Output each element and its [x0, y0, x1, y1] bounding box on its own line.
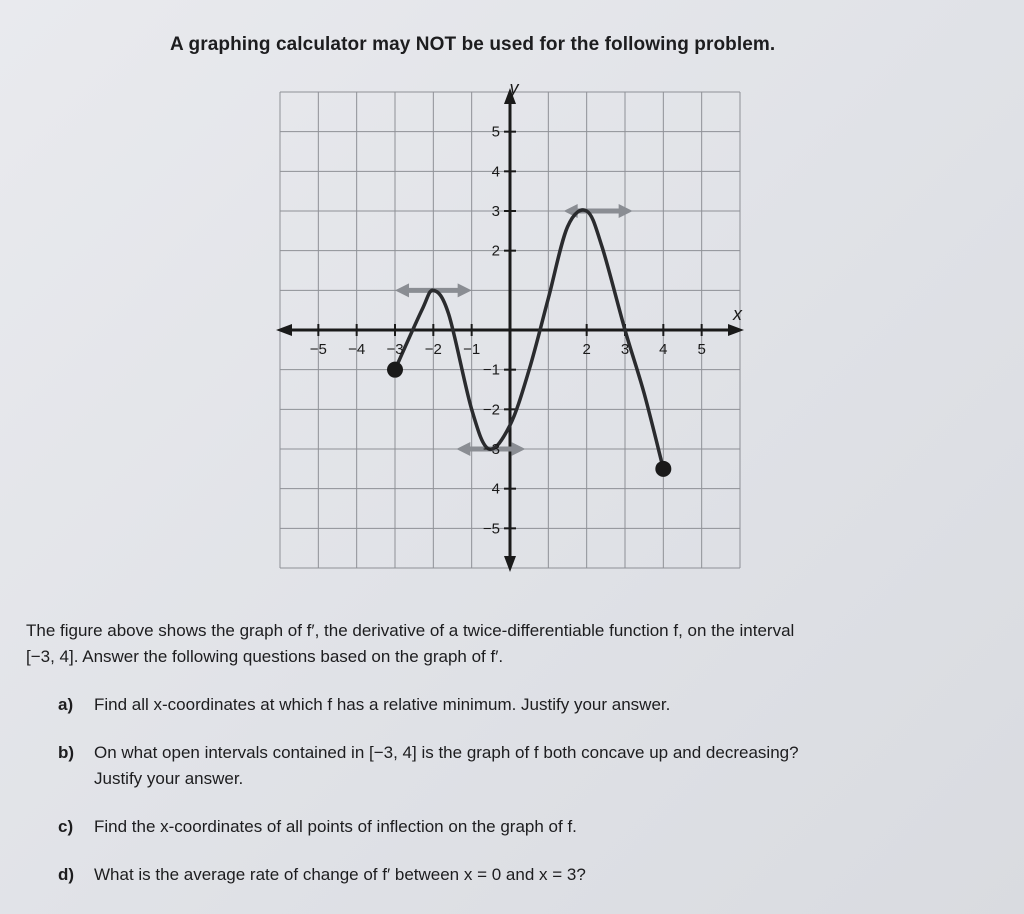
- y-axis-label: y: [509, 80, 519, 98]
- y-tick-label: −3: [482, 441, 500, 458]
- y-tick-label: −2: [482, 401, 500, 419]
- x-axis-label: x: [733, 304, 742, 324]
- tangent-arrow-right: [458, 283, 472, 297]
- question-b: [26, 740, 1006, 792]
- intro-line-2: [−3, 4]. Answer the following questions based on the graph of f′.: [26, 647, 504, 666]
- question-letter: b): [58, 743, 75, 762]
- problem-intro: [26, 618, 1006, 670]
- y-tick-label: 4: [491, 163, 500, 181]
- y-tick-label: 5: [491, 123, 500, 141]
- derivative-graph: [270, 80, 750, 580]
- x-axis-arrow-left: [276, 324, 292, 336]
- x-tick-label: −3: [386, 341, 404, 358]
- problem-text: [26, 618, 1006, 910]
- question-text: On what open intervals contained in [−3, 4] is the graph of f both concave up and decreasing?: [94, 743, 799, 762]
- x-tick-label: 4: [659, 341, 668, 358]
- endpoint-dot: [655, 461, 671, 477]
- question-c: [26, 814, 1006, 840]
- x-tick-label: 5: [697, 341, 706, 358]
- y-tick-label: −5: [482, 520, 500, 538]
- x-tick-label: −5: [309, 341, 327, 358]
- intro-line-1: The figure above shows the graph of f′, the derivative of a twice-differentiable function f, on the interval: [26, 621, 795, 640]
- x-axis-arrow-right: [728, 324, 744, 336]
- y-tick-label: 4: [491, 480, 500, 498]
- x-tick-label: −4: [348, 341, 366, 358]
- x-tick-label: 3: [620, 341, 630, 358]
- problem-heading: A graphing calculator may NOT be used for the following problem.: [170, 34, 776, 55]
- y-tick-label: 2: [491, 242, 500, 260]
- tick-labels: [310, 80, 743, 537]
- question-text: Find all x-coordinates at which f has a relative minimum. Justify your answer.: [94, 695, 671, 714]
- y-axis-arrow-down: [504, 556, 516, 572]
- endpoint-dot: [387, 362, 403, 378]
- question-text-cont: Justify your answer.: [94, 769, 244, 788]
- x-tick-label: 2: [582, 341, 591, 358]
- tangent-arrow-right: [619, 204, 633, 218]
- question-letter: c): [58, 817, 74, 836]
- question-text: What is the average rate of change of f′ between x = 0 and x = 3?: [94, 865, 586, 884]
- y-tick-label: −1: [482, 361, 500, 379]
- tangent-arrow-left: [395, 283, 409, 297]
- tangent-arrow-right: [511, 442, 525, 456]
- question-letter: d): [58, 865, 75, 884]
- tangent-arrow-left: [456, 442, 470, 456]
- x-tick-label: −2: [424, 341, 442, 358]
- f-prime-path: [395, 210, 663, 469]
- axes: [276, 88, 744, 572]
- y-tick-label: 3: [491, 203, 500, 220]
- question-d: [26, 862, 1006, 888]
- x-tick-label: −1: [463, 341, 481, 358]
- question-text: Find the x-coordinates of all points of inflection on the graph of f.: [94, 817, 577, 836]
- question-letter: a): [58, 695, 74, 714]
- question-a: [26, 692, 1006, 718]
